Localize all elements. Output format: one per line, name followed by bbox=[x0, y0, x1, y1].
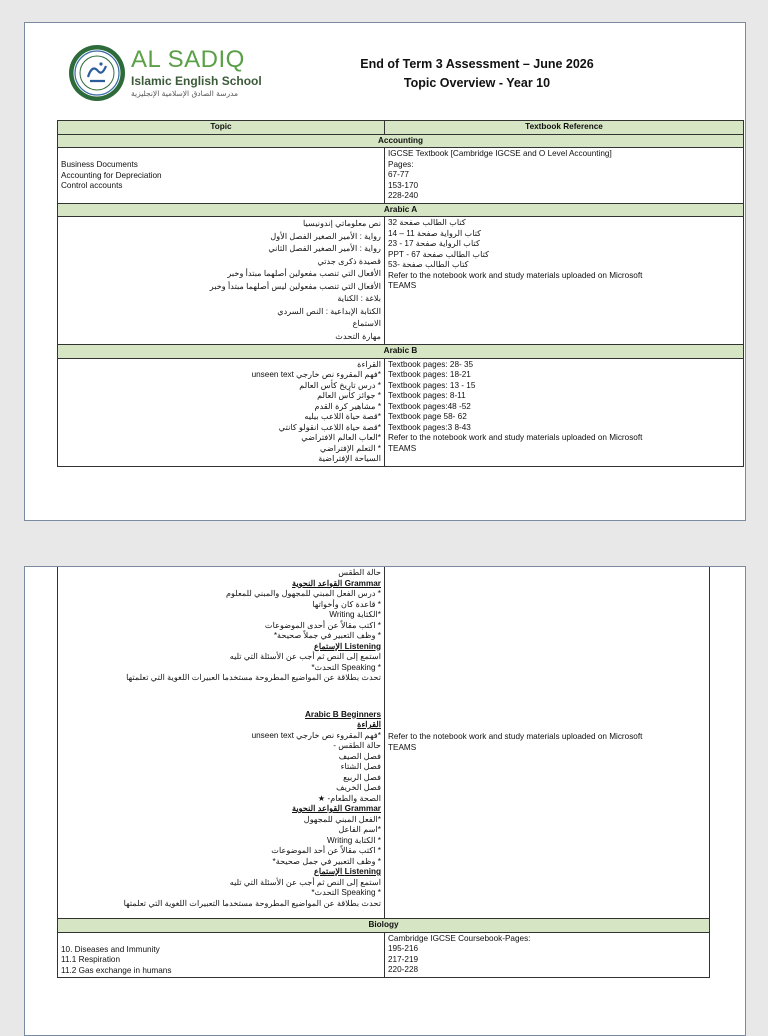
reference-item: 228-240 bbox=[388, 191, 419, 200]
topic-item: فصل الربيع bbox=[343, 772, 381, 782]
topic-item: مهارة التحدث bbox=[335, 331, 381, 341]
topic-item: Accounting for Depreciation bbox=[61, 170, 162, 180]
table-row bbox=[58, 148, 744, 204]
document-page-2 bbox=[24, 566, 746, 1036]
title-line-2: Topic Overview - Year 10 bbox=[403, 76, 551, 90]
topic-item: القراءة bbox=[357, 359, 381, 369]
topic-item: Business Documents bbox=[61, 160, 138, 169]
reference-item: Refer to the notebook work and study materials uploaded on Microsoft bbox=[388, 433, 643, 442]
topic-item: تحدث بطلاقة عن المواضيع المطروحة مستخدما التعبيرات اللغوية التي تعلمتها bbox=[123, 898, 381, 908]
reference-item: Textbook pages:48 -52 bbox=[388, 401, 471, 411]
reference-cell bbox=[385, 148, 744, 204]
topic-item: استمع إلى النص ثم أجب عن الأسئلة التي تليه bbox=[229, 877, 381, 887]
table-header-row bbox=[58, 121, 744, 135]
topic-column-header: Topic bbox=[58, 121, 385, 135]
topic-item: * التعلم الإفتراضي bbox=[320, 443, 381, 453]
reference-item: Pages: bbox=[388, 159, 414, 169]
topic-item: الأفعال التي تنصب مفعولين أصلهما مبتدأ وخبر bbox=[227, 269, 381, 278]
topic-item: Control accounts bbox=[61, 181, 123, 190]
subheading: * Speaking التحدث* bbox=[311, 888, 381, 897]
subheading: Grammar القواعد النحوية bbox=[292, 804, 381, 813]
topic-item: * اكتب مقالاً عن أحدى الموضوعات bbox=[264, 620, 381, 630]
topic-item: الاستماع bbox=[352, 319, 381, 328]
topic-item: الكتابة الإبداعية : النص السردي bbox=[277, 306, 381, 316]
reference-item: Textbook pages: 8-11 bbox=[388, 391, 466, 400]
topic-item: * قاعدة كان وأخواتها bbox=[312, 599, 381, 609]
table-row bbox=[58, 567, 710, 919]
topic-item: * درس تاريخ كأس العالم bbox=[299, 380, 381, 390]
topic-item: *قصة حياة اللاعب انقولو كانتي bbox=[278, 422, 381, 432]
reference-item: كتاب الطالب صفحة -53 bbox=[388, 260, 469, 269]
reference-cell bbox=[385, 217, 744, 345]
table-row bbox=[58, 358, 744, 466]
school-arabic-name: مدرسة الصادق الإسلامية الإنجليزية bbox=[131, 89, 239, 98]
topic-item: 11.2 Gas exchange in humans bbox=[61, 965, 172, 975]
reference-item: 217-219 bbox=[388, 954, 419, 964]
topic-table-continued bbox=[57, 567, 710, 978]
reference-column-header: Textbook Reference bbox=[385, 121, 744, 135]
reference-item: كتاب الطالب صفحة 32 bbox=[388, 218, 466, 227]
subheading: Grammar القواعد النحوية bbox=[292, 578, 381, 588]
reference-item: TEAMS bbox=[388, 281, 417, 290]
reference-item: 67-77 bbox=[388, 170, 409, 179]
topic-item: * درس الفعل المبني للمجهول والمبني للمعلوم bbox=[225, 589, 381, 598]
topic-item: نص معلوماتي إندونيسيا bbox=[303, 219, 381, 228]
reference-item: كتاب الرواية صفحة 17 - 23 bbox=[388, 239, 480, 248]
reference-item: Refer to the notebook work and study materials uploaded on Microsoft bbox=[388, 270, 643, 280]
section-row-accounting bbox=[58, 134, 744, 148]
reference-item: IGCSE Textbook [Cambridge IGCSE and O Level Accounting] bbox=[388, 149, 612, 158]
topic-item: * اكتب مقالاً عن أحد الموضوعات bbox=[271, 846, 381, 855]
subheading: Arabic B Beginners bbox=[305, 709, 381, 719]
reference-item: TEAMS bbox=[388, 443, 417, 453]
topic-item: *فهم المقروء نص خارجي unseen text bbox=[251, 370, 381, 379]
section-row-arabic-b bbox=[58, 345, 744, 359]
topic-item: فصل الخريف bbox=[336, 783, 381, 792]
topic-item: * مشاهير كرة القدم bbox=[314, 401, 381, 411]
reference-cell bbox=[385, 358, 744, 466]
reference-item: 195-216 bbox=[388, 944, 419, 953]
topic-item: استمع إلى النص ثم أجب عن الأسئلة التي تليه bbox=[229, 652, 381, 661]
section-row-biology bbox=[58, 919, 710, 933]
page-header bbox=[25, 23, 745, 123]
topic-item: الأفعال التي تنصب مفعولين ليس أصلهما مبتدأ وخبر bbox=[209, 281, 381, 291]
document-title bbox=[335, 55, 619, 93]
topic-item: *الفعل المبني للمجهول bbox=[303, 814, 381, 824]
table-row bbox=[58, 217, 744, 345]
reference-item: Textbook pages: 28- 35 bbox=[388, 359, 474, 369]
section-heading: Arabic A bbox=[58, 203, 744, 217]
topic-item: *اسم الفاعل bbox=[338, 825, 381, 834]
section-heading: Accounting bbox=[58, 134, 744, 148]
reference-item: Refer to the notebook work and study materials uploaded on Microsoft bbox=[388, 732, 643, 741]
reference-item: TEAMS bbox=[388, 742, 417, 752]
topic-item: * جوائز كأس العالم bbox=[317, 391, 381, 400]
reference-cell bbox=[385, 932, 710, 978]
topic-item: تحدث بطلاقة عن المواضيع المطروحة مستخدما العبيرات اللغوية التي تعلمتها bbox=[126, 673, 381, 682]
subheading: Listening الإستماع bbox=[313, 867, 381, 876]
topic-item: رواية : الأمير الصغير الفصل الثاني bbox=[268, 244, 381, 253]
section-row-arabic-a bbox=[58, 203, 744, 217]
reference-item: كتاب الرواية صفحة 11 – 14 bbox=[388, 228, 482, 238]
reference-cell bbox=[385, 567, 710, 919]
topic-item: فصل الشتاء bbox=[340, 762, 381, 771]
topic-item: حالة الطقس bbox=[338, 568, 381, 577]
topic-item: حالة الطقس - bbox=[333, 741, 381, 750]
subheading: *الكتابة Writing bbox=[329, 610, 381, 619]
topic-item: *فهم المقروء نص خارجي unseen text bbox=[251, 730, 381, 740]
section-heading: Biology bbox=[58, 919, 710, 933]
topic-item: *قصة حياة اللاعب بيليه bbox=[304, 412, 381, 421]
topic-item: قصيدة ذكرى جدتي bbox=[317, 256, 381, 266]
section-heading: Arabic B bbox=[58, 345, 744, 359]
subheading: القراءة bbox=[357, 720, 381, 729]
topic-item: * وظف التعبير في جملاً صحيحة* bbox=[273, 631, 381, 640]
table-row bbox=[58, 932, 710, 978]
topic-item: 10. Diseases and Immunity bbox=[61, 944, 160, 954]
reference-item: Textbook pages: 13 - 15 bbox=[388, 380, 476, 390]
topic-item: فصل الصيف bbox=[338, 751, 381, 761]
title-line-1: End of Term 3 Assessment – June 2026 bbox=[360, 57, 594, 71]
reference-item: 153-170 bbox=[388, 180, 419, 190]
topic-item: * وظف التعبير في جمل صحيحة* bbox=[272, 856, 381, 866]
school-subtitle: Islamic English School bbox=[131, 74, 262, 88]
topic-item: 11.1 Respiration bbox=[61, 955, 121, 964]
topic-item: بلاغة : الكناية bbox=[337, 294, 381, 303]
subheading: Listening الإستماع bbox=[313, 641, 381, 651]
school-logo-icon bbox=[68, 44, 126, 102]
topic-item: رواية : الأمير الصغير الفصل الأول bbox=[270, 231, 381, 241]
topic-item: السياحة الإفتراضية bbox=[318, 454, 381, 463]
reference-item: Textbook pages:3 8-43 bbox=[388, 422, 471, 432]
reference-item: Textbook pages: 18-21 bbox=[388, 370, 471, 379]
reference-item: 220-228 bbox=[388, 965, 419, 974]
topic-cell bbox=[58, 567, 385, 919]
subheading: * الكتابة Writing bbox=[327, 835, 381, 845]
reference-item: Cambridge IGCSE Coursebook-Pages: bbox=[388, 933, 531, 943]
subheading: * Speaking التحدث* bbox=[311, 662, 381, 672]
document-page-1 bbox=[24, 22, 746, 521]
school-name: AL SADIQ bbox=[131, 46, 245, 73]
topic-table bbox=[57, 120, 744, 467]
topic-cell bbox=[58, 932, 385, 978]
topic-cell bbox=[58, 217, 385, 345]
reference-item: Textbook page 58- 62 bbox=[388, 412, 467, 421]
topic-item: *العاب العالم الافتراضي bbox=[301, 433, 381, 442]
topic-cell bbox=[58, 358, 385, 466]
topic-cell bbox=[58, 148, 385, 204]
topic-item: الصحة والطعام- ★ bbox=[317, 793, 381, 803]
reference-item: كتاب الطالب صفحة 67 - PPT bbox=[388, 249, 490, 259]
